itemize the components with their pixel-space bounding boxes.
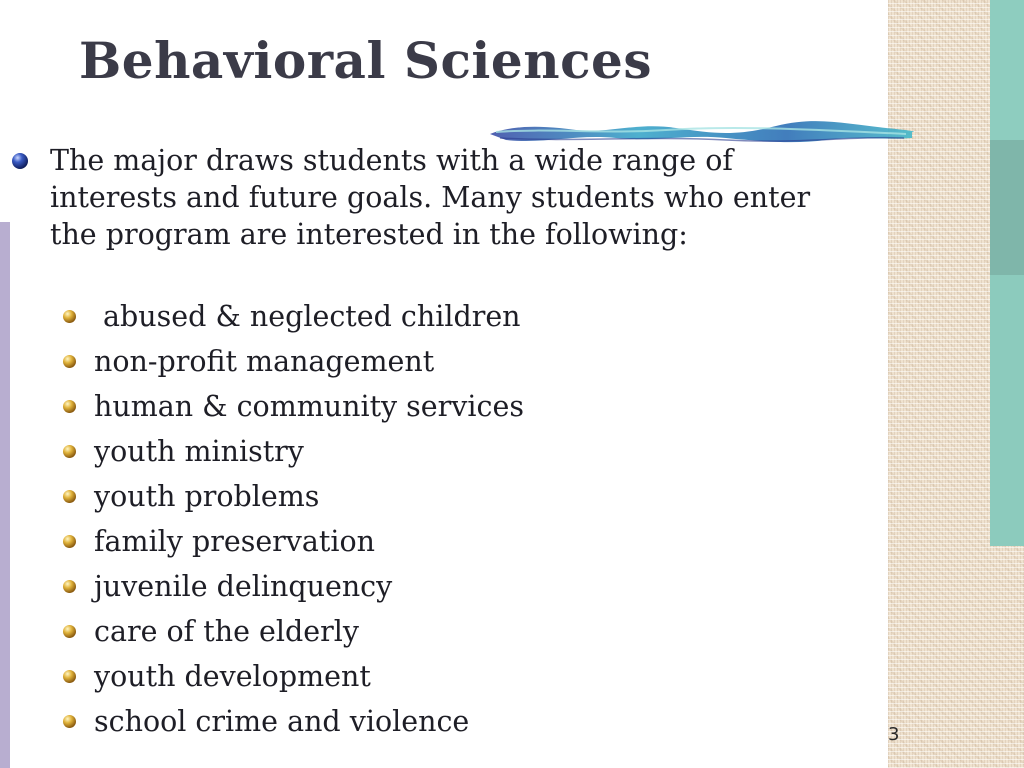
list-item-label: youth ministry xyxy=(94,435,304,468)
list-item-label: youth problems xyxy=(94,480,320,513)
gold-sphere-bullet-icon xyxy=(62,309,77,324)
teal-strip-bottom xyxy=(990,275,1024,546)
list-item xyxy=(62,519,524,564)
gold-sphere-bullet-icon xyxy=(62,489,77,504)
left-accent-bar xyxy=(0,222,10,768)
teal-strip-middle xyxy=(990,140,1024,275)
gold-sphere-bullet-icon xyxy=(62,624,77,639)
intro-line: interests and future goals. Many students who enter xyxy=(50,181,811,214)
gold-sphere-bullet-icon xyxy=(62,669,77,684)
gold-sphere-bullet-icon xyxy=(62,399,77,414)
list-item xyxy=(62,609,524,654)
gold-sphere-bullet-icon xyxy=(62,714,77,729)
list-item xyxy=(62,654,524,699)
list-item-label: non-profit management xyxy=(94,345,435,378)
list-item xyxy=(62,474,524,519)
gold-sphere-bullet-icon xyxy=(62,444,77,459)
gold-sphere-bullet-icon xyxy=(62,534,77,549)
intro-paragraph xyxy=(50,142,950,253)
page-number: 3 xyxy=(888,724,900,745)
interests-list xyxy=(62,294,524,744)
list-item xyxy=(62,384,524,429)
list-item xyxy=(62,564,524,609)
gold-sphere-bullet-icon xyxy=(62,579,77,594)
list-item xyxy=(62,294,524,339)
intro-line: The major draws students with a wide range of xyxy=(50,144,733,177)
slide-title: Behavioral Sciences xyxy=(79,31,652,90)
list-item-label: abused & neglected children xyxy=(94,300,521,333)
list-item-label: juvenile delinquency xyxy=(94,570,393,603)
list-item xyxy=(62,429,524,474)
list-item-label: human & community services xyxy=(94,390,524,423)
list-item-label: family preservation xyxy=(94,525,375,558)
gold-sphere-bullet-icon xyxy=(62,354,77,369)
intro-line: the program are interested in the following: xyxy=(50,218,688,251)
list-item xyxy=(62,339,524,384)
list-item-label: school crime and violence xyxy=(94,705,470,738)
teal-strip-top xyxy=(990,0,1024,140)
list-item-label: youth development xyxy=(94,660,371,693)
blue-sphere-bullet-icon xyxy=(11,152,29,170)
list-item xyxy=(62,699,524,744)
list-item-label: care of the elderly xyxy=(94,615,359,648)
